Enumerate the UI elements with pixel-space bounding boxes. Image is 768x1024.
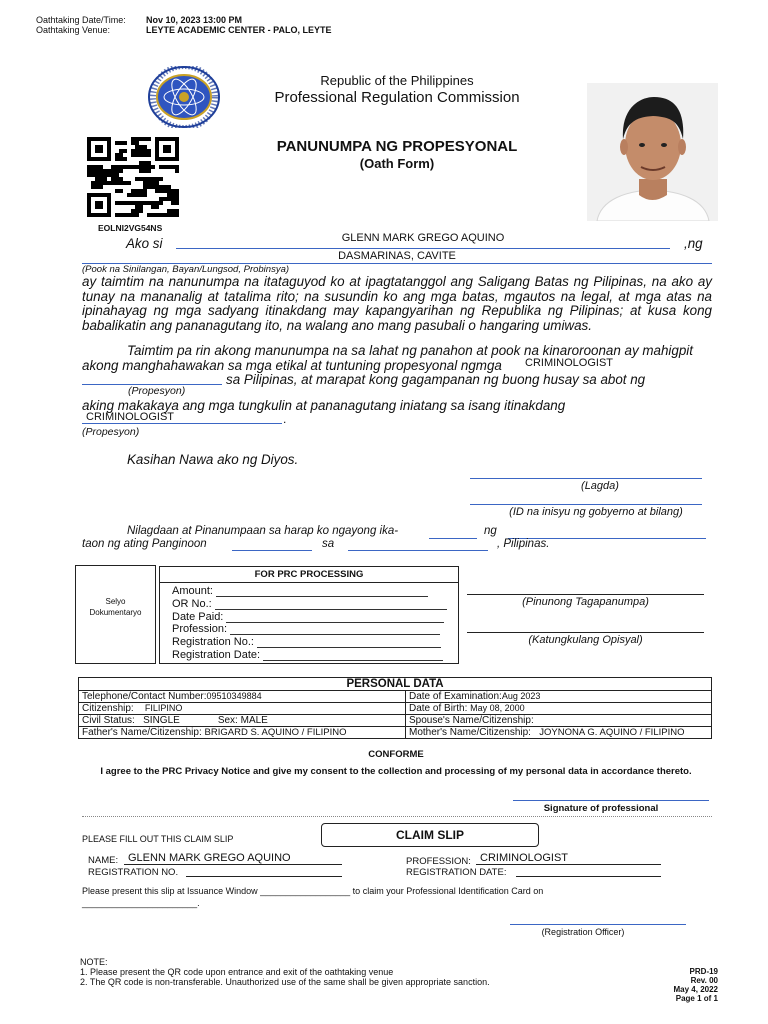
prc-field-reg-date: Registration Date: [172,649,458,662]
org-line2: Professional Regulation Commission [274,89,520,106]
personal-data-title: PERSONAL DATA [78,677,712,690]
profession-1-line [82,372,222,385]
officer-line [510,917,686,925]
claim-present-date: _______________________. [82,898,200,908]
katungkulang-caption: (Katungkulang Opisyal) [528,634,643,646]
profession-2: CRIMINOLOGIST [82,411,282,424]
mother-value: JOYNONA G. AQUINO / FILIPINO [539,727,685,738]
father-value: BRIGARD S. AQUINO / FILIPINO [204,727,347,738]
civil-status-value: SINGLE [143,715,180,726]
lagda-line [470,466,702,479]
claim-regdate-line [516,865,661,877]
prc-processing-title: FOR PRC PROCESSING [160,567,458,583]
ng-label: ,ng [684,236,703,251]
form-title: PANUNUMPA NG PROPESYONAL [276,138,518,155]
claim-present-text: Please present this slip at Issuance Window __________________ to claim your Professional Identification Card on [82,886,544,896]
kasihan-text: Kasihan Nawa ako ng Diyos. [127,452,299,467]
claim-instruction: PLEASE FILL OUT THIS CLAIM SLIP [82,834,234,844]
date-label: Oathtaking Date/Time: [36,15,126,25]
dob-value: May 08, 2000 [470,703,525,713]
claim-regdate-label: REGISTRATION DATE: [406,867,507,878]
venue-label: Oathtaking Venue: [36,25,111,35]
sa-label: sa [322,538,335,550]
notes-section [80,957,490,987]
org-line1: Republic of the Philippines [320,73,474,88]
claim-name-label: NAME: [88,855,119,866]
prc-field-profession: Profession: [172,623,458,636]
officer-caption: (Registration Officer) [541,927,625,937]
profession-1: CRIMINOLOGIST [525,357,614,369]
claim-profession-value: CRIMINOLOGIST [476,852,661,865]
conforme-title: CONFORME [368,749,424,760]
pinuno-caption: (Pinunong Tagapanumpa) [522,596,649,608]
prc-field-or-no: OR No.: [172,598,458,611]
oathtaking-info [36,15,332,35]
profile-photo [587,83,718,221]
oath-paragraph-1: ay taimtim na nanunumpa na itataguyod ko at ipagtatanggol ang Saligang Batas ng Pilipinas, na ako ay tunay na mananalig at tatalima rito; na susundin ko ang mga batas, mgautos na legal, at mga atas na ipinahayag ng mga sadyang itinakdang may kapangyarihan ng Republika ng Pilipinas; at kusa kong babalikatin ang pananagutang ito, na walang ano mang pasubali o hangaring umiwas. [82,274,712,333]
oath-para2-line1: Taimtim pa rin akong manunumpa na sa lahat ng panahon at pook na kinaroroonan ay mahigpit [127,343,694,358]
day-line [429,525,477,539]
address-caption: (Pook na Sinilangan, Bayan/Lungsod, Probinsya) [82,264,290,275]
signature-line [513,793,709,801]
prc-seal-logo [148,66,220,128]
taon-text: taon ng ating Panginoon [82,538,207,550]
ako-si-label: Ako si [126,236,163,251]
id-line [470,494,702,505]
id-caption: (ID na inisyu ng gobyerno at bilang) [509,506,683,518]
footer-rev: Rev. 00 [690,976,718,985]
katungkulang-line [467,623,704,633]
footer-code: PRD-19 [689,967,718,976]
prc-field-date-paid: Date Paid: [172,611,458,624]
oath-para2-line4: aking makakaya ang mga tungkulin at pananagutang iniatang sa isang itinakdang [82,398,566,413]
citizenship-value: FILIPINO [144,703,183,713]
prc-field-reg-no: Registration No.: [172,636,458,649]
venue-value: LEYTE ACADEMIC CENTER - PALO, LEYTE [146,25,332,35]
note-item-1: 1. Please present the QR code upon entrance and exit of the oathtaking venue [80,967,394,977]
date-value: Nov 10, 2023 13:00 PM [146,15,243,25]
ng-2-label: ng [484,525,497,537]
claim-profession-label: PROFESSION: [406,856,471,867]
sex-value: MALE [240,715,268,726]
claim-regno-line [186,865,342,877]
personal-data-section [78,677,712,739]
oath-address: DASMARINAS, CAVITE [82,249,712,264]
notes-title: NOTE: [80,957,108,967]
prc-processing-box [159,566,459,664]
pilipinas-text: , Pilipinas. [497,538,550,550]
qr-code-text: EOLNI2VG54NS [98,223,163,233]
oath-name: GLENN MARK GREGO AQUINO [176,232,670,249]
oath-para2-line3: sa Pilipinas, at marapat kong gagampanan ng buong husay sa abot ng [226,372,646,387]
selyo-box [75,565,156,664]
telephone-value: 09510349884 [206,691,262,701]
oath-para2-line2: akong manghahawakan sa mga etikal at tuntuning propesyonal ngmga [82,358,502,373]
profession-2-period: . [283,412,287,426]
place-line [348,538,488,551]
footer-date: May 4, 2022 [673,985,718,994]
selyo-line1: Selyo [105,597,126,606]
claim-name-value: GLENN MARK GREGO AQUINO [124,852,342,865]
month-line [508,525,706,539]
qr-code [87,137,179,217]
claim-regno-label: REGISTRATION NO. [88,867,179,878]
pinuno-line [467,585,704,595]
claim-slip-title: CLAIM SLIP [321,823,539,847]
form-footer [630,967,718,1003]
propesyon-caption-1: (Propesyon) [128,385,186,397]
note-item-2: 2. The QR code is non-transferable. Unauthorized use of the same shall be given appropriate sanction. [80,977,490,987]
form-subtitle: (Oath Form) [359,156,435,171]
selyo-line2: Dokumentaryo [89,608,142,617]
cut-line [82,816,712,817]
signature-caption: Signature of professional [543,803,659,814]
prc-field-amount: Amount: [172,585,458,598]
personal-data-table: Telephone/Contact Number:09510349884 Date of Examination:Aug 2023 Citizenship: FILIPINO Date of Birth: May 08, 2000 Civil Status: SINGLE Sex: MALE Spouse's Name/Citizenship: Father's Name/Citizenship: BRIGARD S. AQUINO / FILIPINO Mother's Name/Citizenship: JOYNONA G. AQUINO / FILIPINO [78,690,712,739]
propesyon-caption-2: (Propesyon) [82,426,140,438]
year-line [232,538,312,551]
exam-date-value: Aug 2023 [501,691,541,701]
lagda-caption: (Lagda) [581,480,619,492]
nilagdaan-text: Nilagdaan at Pinanumpaan sa harap ko ngayong ika- [127,525,399,537]
conforme-text: I agree to the PRC Privacy Notice and give my consent to the collection and processing of my personal data in accordance thereto. [100,766,692,777]
footer-page: Page 1 of 1 [675,994,718,1003]
